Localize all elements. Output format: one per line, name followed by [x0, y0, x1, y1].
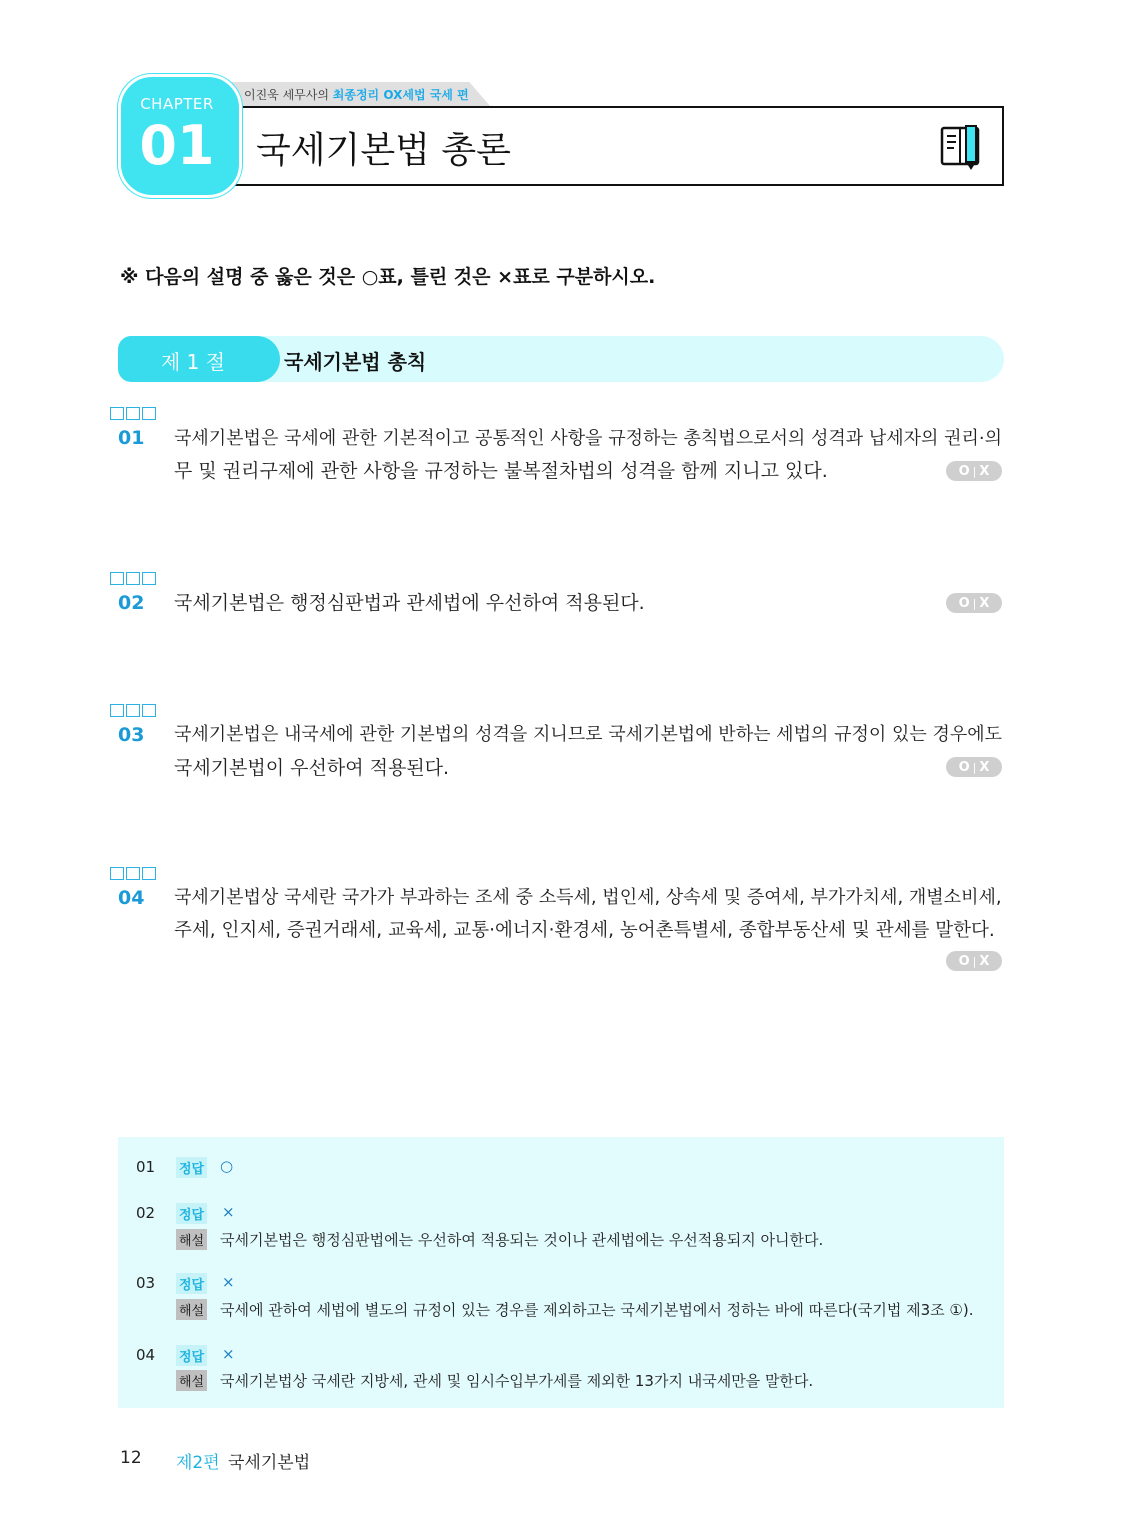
ox-separator: |	[972, 954, 977, 968]
footer-part-title: 국세기본법	[228, 1453, 311, 1473]
question-text: 무 및 권리구제에 관한 사항을 규정하는 불복절차법의 성격을 함께 지니고 있다.	[174, 460, 828, 482]
x-option[interactable]: X	[979, 759, 990, 775]
ox-separator: |	[972, 760, 977, 774]
review-checkbox[interactable]	[126, 704, 140, 717]
answer-box	[118, 1137, 1004, 1408]
o-option[interactable]: O	[958, 463, 970, 479]
footer-part: 제2편	[176, 1453, 220, 1473]
review-checkboxes	[110, 867, 156, 880]
answer-label: 정답	[176, 1157, 207, 1178]
question-number: 02	[118, 592, 145, 614]
book-title-highlight: 최종정리 OX세법 국세 편	[332, 88, 469, 102]
review-checkboxes	[110, 704, 156, 717]
answer-label: 정답	[176, 1273, 207, 1294]
question-text: 주세, 인지세, 증권거래세, 교육세, 교통·에너지·환경세, 농어촌특별세, 종합부동산세 및 관세를 말한다.	[174, 920, 995, 941]
ox-separator: |	[972, 596, 977, 610]
review-checkbox[interactable]	[142, 704, 156, 717]
answer-mark: ○	[220, 1157, 234, 1175]
explanation-label: 해설	[176, 1370, 207, 1391]
x-option[interactable]: X	[979, 595, 990, 611]
review-checkboxes	[110, 407, 156, 420]
book-title-prefix: 이진욱 세무사의	[244, 88, 333, 102]
explanation-text: 국세기본법상 국세란 지방세, 관세 및 임시수입부가세를 제외한 13가지 내국세만을 말한다.	[220, 1372, 814, 1390]
answer-mark: ×	[222, 1273, 235, 1291]
answer-mark: ×	[222, 1345, 235, 1363]
question-text: 국세기본법상 국세란 국가가 부과하는 조세 중 소득세, 법인세, 상속세 및 증여세, 부가가치세, 개별소비세,	[174, 887, 1002, 908]
review-checkbox[interactable]	[110, 572, 124, 585]
book-pen-icon	[940, 124, 990, 172]
answer-label: 정답	[176, 1203, 207, 1224]
instruction-text: ※ 다음의 설명 중 옳은 것은 ○표, 틀린 것은 ×표로 구분하시오.	[120, 266, 656, 288]
ox-answer-toggle[interactable]	[946, 951, 1002, 971]
answer-number: 02	[136, 1204, 156, 1222]
book-title	[244, 86, 469, 103]
review-checkbox[interactable]	[126, 867, 140, 880]
answer-label: 정답	[176, 1345, 207, 1366]
o-option[interactable]: O	[958, 595, 970, 611]
question-text: 국세기본법은 내국세에 관한 기본법의 성격을 지니므로 국세기본법에 반하는 세법의 규정이 있는 경우에도	[174, 724, 1003, 745]
answer-number: 04	[136, 1346, 156, 1364]
o-option[interactable]: O	[958, 953, 970, 969]
review-checkbox[interactable]	[110, 704, 124, 717]
review-checkboxes	[110, 572, 156, 585]
ox-answer-toggle[interactable]	[946, 593, 1002, 613]
answer-number: 03	[136, 1274, 156, 1292]
question-text: 국세기본법은 국세에 관한 기본적이고 공통적인 사항을 규정하는 총칙법으로서의 성격과 납세자의 권리·의	[174, 428, 1003, 449]
explanation-label: 해설	[176, 1299, 207, 1320]
ox-answer-toggle[interactable]	[946, 461, 1002, 481]
section-title: 국세기본법 총칙	[284, 350, 427, 374]
explanation-label: 해설	[176, 1229, 207, 1250]
x-option[interactable]: X	[979, 463, 990, 479]
o-option[interactable]: O	[958, 759, 970, 775]
review-checkbox[interactable]	[110, 407, 124, 420]
chapter-title: 국세기본법 총론	[256, 130, 511, 171]
ox-separator: |	[972, 464, 977, 478]
question-text: 국세기본법은 행정심판법과 관세법에 우선하여 적용된다.	[174, 592, 645, 614]
review-checkbox[interactable]	[142, 407, 156, 420]
question-number: 03	[118, 724, 145, 746]
chapter-label: CHAPTER	[140, 95, 214, 113]
question-number: 01	[118, 427, 145, 449]
section-tag-label: 제 1 절	[160, 350, 226, 374]
ox-answer-toggle[interactable]	[946, 757, 1002, 777]
review-checkbox[interactable]	[142, 867, 156, 880]
explanation-text: 국세에 관하여 세법에 별도의 규정이 있는 경우를 제외하고는 국세기본법에서 정하는 바에 따른다(국기법 제3조 ①).	[220, 1301, 974, 1319]
review-checkbox[interactable]	[110, 867, 124, 880]
review-checkbox[interactable]	[142, 572, 156, 585]
chapter-number: 01	[139, 114, 215, 177]
question-number: 04	[118, 887, 145, 909]
explanation-text: 국세기본법은 행정심판법에는 우선하여 적용되는 것이나 관세법에는 우선적용되지 아니한다.	[220, 1231, 824, 1249]
page-number: 12	[120, 1448, 142, 1468]
review-checkbox[interactable]	[126, 407, 140, 420]
answer-mark: ×	[222, 1203, 235, 1221]
x-option[interactable]: X	[979, 953, 990, 969]
review-checkbox[interactable]	[126, 572, 140, 585]
answer-number: 01	[136, 1158, 156, 1176]
question-text: 국세기본법이 우선하여 적용된다.	[174, 757, 450, 779]
